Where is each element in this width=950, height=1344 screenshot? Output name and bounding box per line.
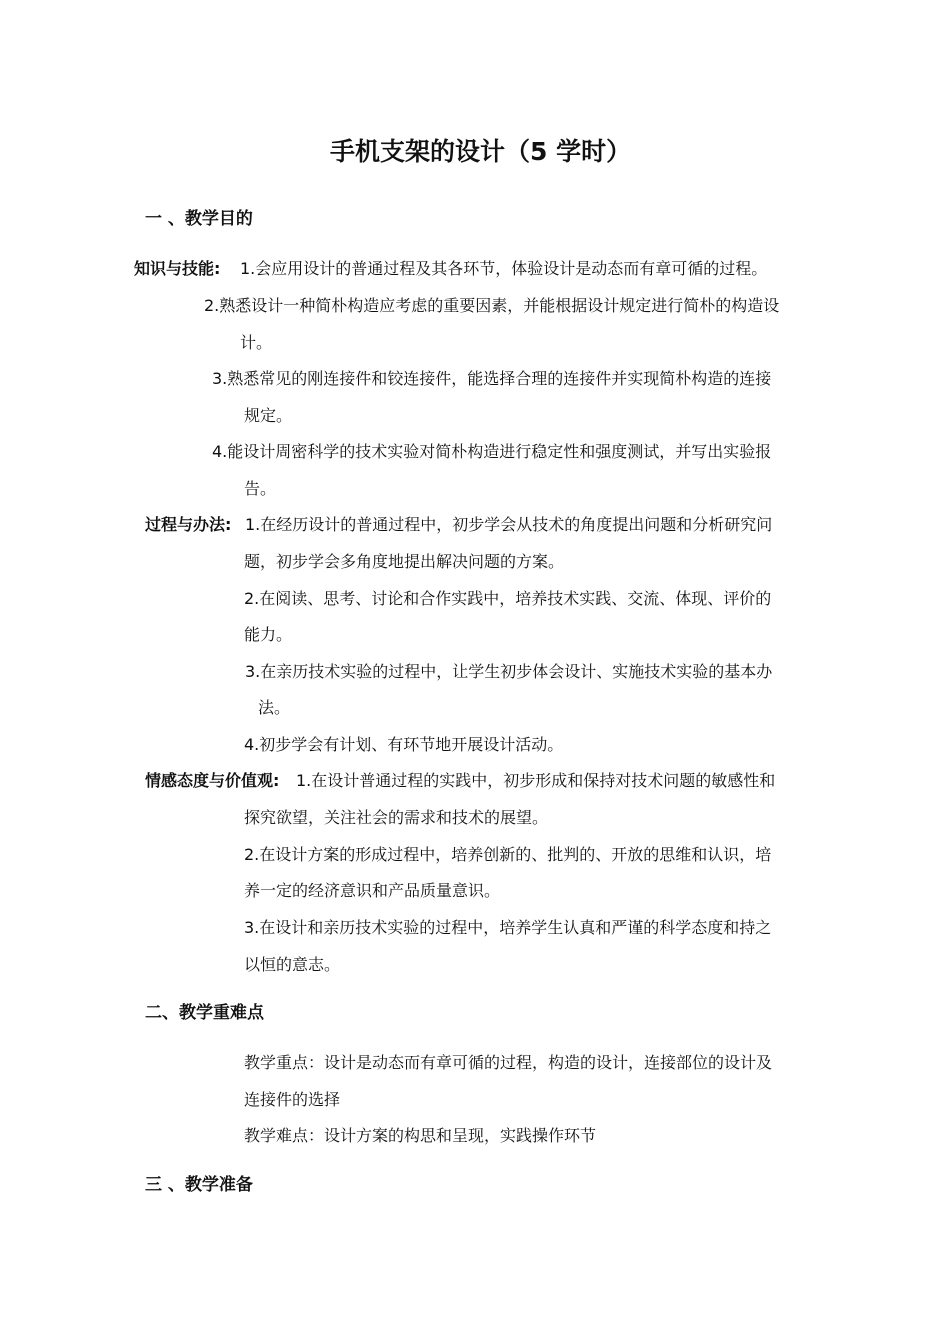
attitude-item-2: 2.在设计方案的形成过程中，培养创新的、批判的、开放的思维和认识，培 — [244, 845, 772, 864]
knowledge-label: 知识与技能: — [134, 259, 221, 278]
process-label: 过程与办法: — [145, 515, 232, 534]
process-item-2: 2.在阅读、思考、讨论和合作实践中，培养技术实践、交流、体现、评价的 — [244, 589, 772, 608]
knowledge-item-3: 3.熟悉常见的刚连接件和铰连接件，能选择合理的连接件并实现简朴构造的连接 — [212, 369, 772, 388]
page-title: 手机支架的设计（5 学时） — [330, 137, 632, 166]
process-item-3: 3.在亲历技术实验的过程中，让学生初步体会设计、实施技术实验的基本办 — [245, 662, 773, 681]
attitude-item-3: 3.在设计和亲历技术实验的过程中，培养学生认真和严谨的科学态度和持之 — [244, 918, 772, 937]
process-item-1: 1.在经历设计的普通过程中，初步学会从技术的角度提出问题和分析研究问 — [245, 515, 773, 534]
key-difficulty: 教学难点：设计方案的构思和呈现，实践操作环节 — [244, 1126, 597, 1145]
attitude-label: 情感态度与价值观: — [145, 771, 280, 790]
key-focus: 教学重点：设计是动态而有章可循的过程，构造的设计，连接部位的设计及 — [244, 1053, 773, 1072]
section-heading-key-points: 二、教学重难点 — [145, 1003, 264, 1023]
knowledge-item-2: 2.熟悉设计一种简朴构造应考虑的重要因素，并能根据设计规定进行简朴的构造设 — [204, 296, 780, 315]
section-heading-preparation: 三 、教学准备 — [145, 1175, 253, 1195]
process-item-3-cont: 法。 — [258, 698, 291, 717]
process-item-2-cont: 能力。 — [244, 625, 293, 644]
attitude-item-2-cont: 养一定的经济意识和产品质量意识。 — [244, 881, 501, 900]
process-item-1-cont: 题，初步学会多角度地提出解决问题的方案。 — [244, 552, 565, 571]
knowledge-item-4-cont: 告。 — [244, 479, 277, 498]
knowledge-item-4: 4.能设计周密科学的技术实验对简朴构造进行稳定性和强度测试，并写出实验报 — [212, 442, 772, 461]
knowledge-item-2-cont: 计。 — [240, 333, 273, 352]
key-focus-cont: 连接件的选择 — [244, 1090, 341, 1109]
attitude-item-1: 1.在设计普通过程的实践中，初步形成和保持对技术问题的敏感性和 — [296, 771, 776, 790]
section-heading-objectives: 一 、教学目的 — [145, 209, 253, 229]
knowledge-item-3-cont: 规定。 — [244, 406, 293, 425]
attitude-item-1-cont: 探究欲望，关注社会的需求和技术的展望。 — [244, 808, 549, 827]
knowledge-item-1: 1.会应用设计的普通过程及其各环节，体验设计是动态而有章可循的过程。 — [240, 259, 768, 278]
process-item-4: 4.初步学会有计划、有环节地开展设计活动。 — [244, 735, 564, 754]
attitude-item-3-cont: 以恒的意志。 — [244, 955, 341, 974]
